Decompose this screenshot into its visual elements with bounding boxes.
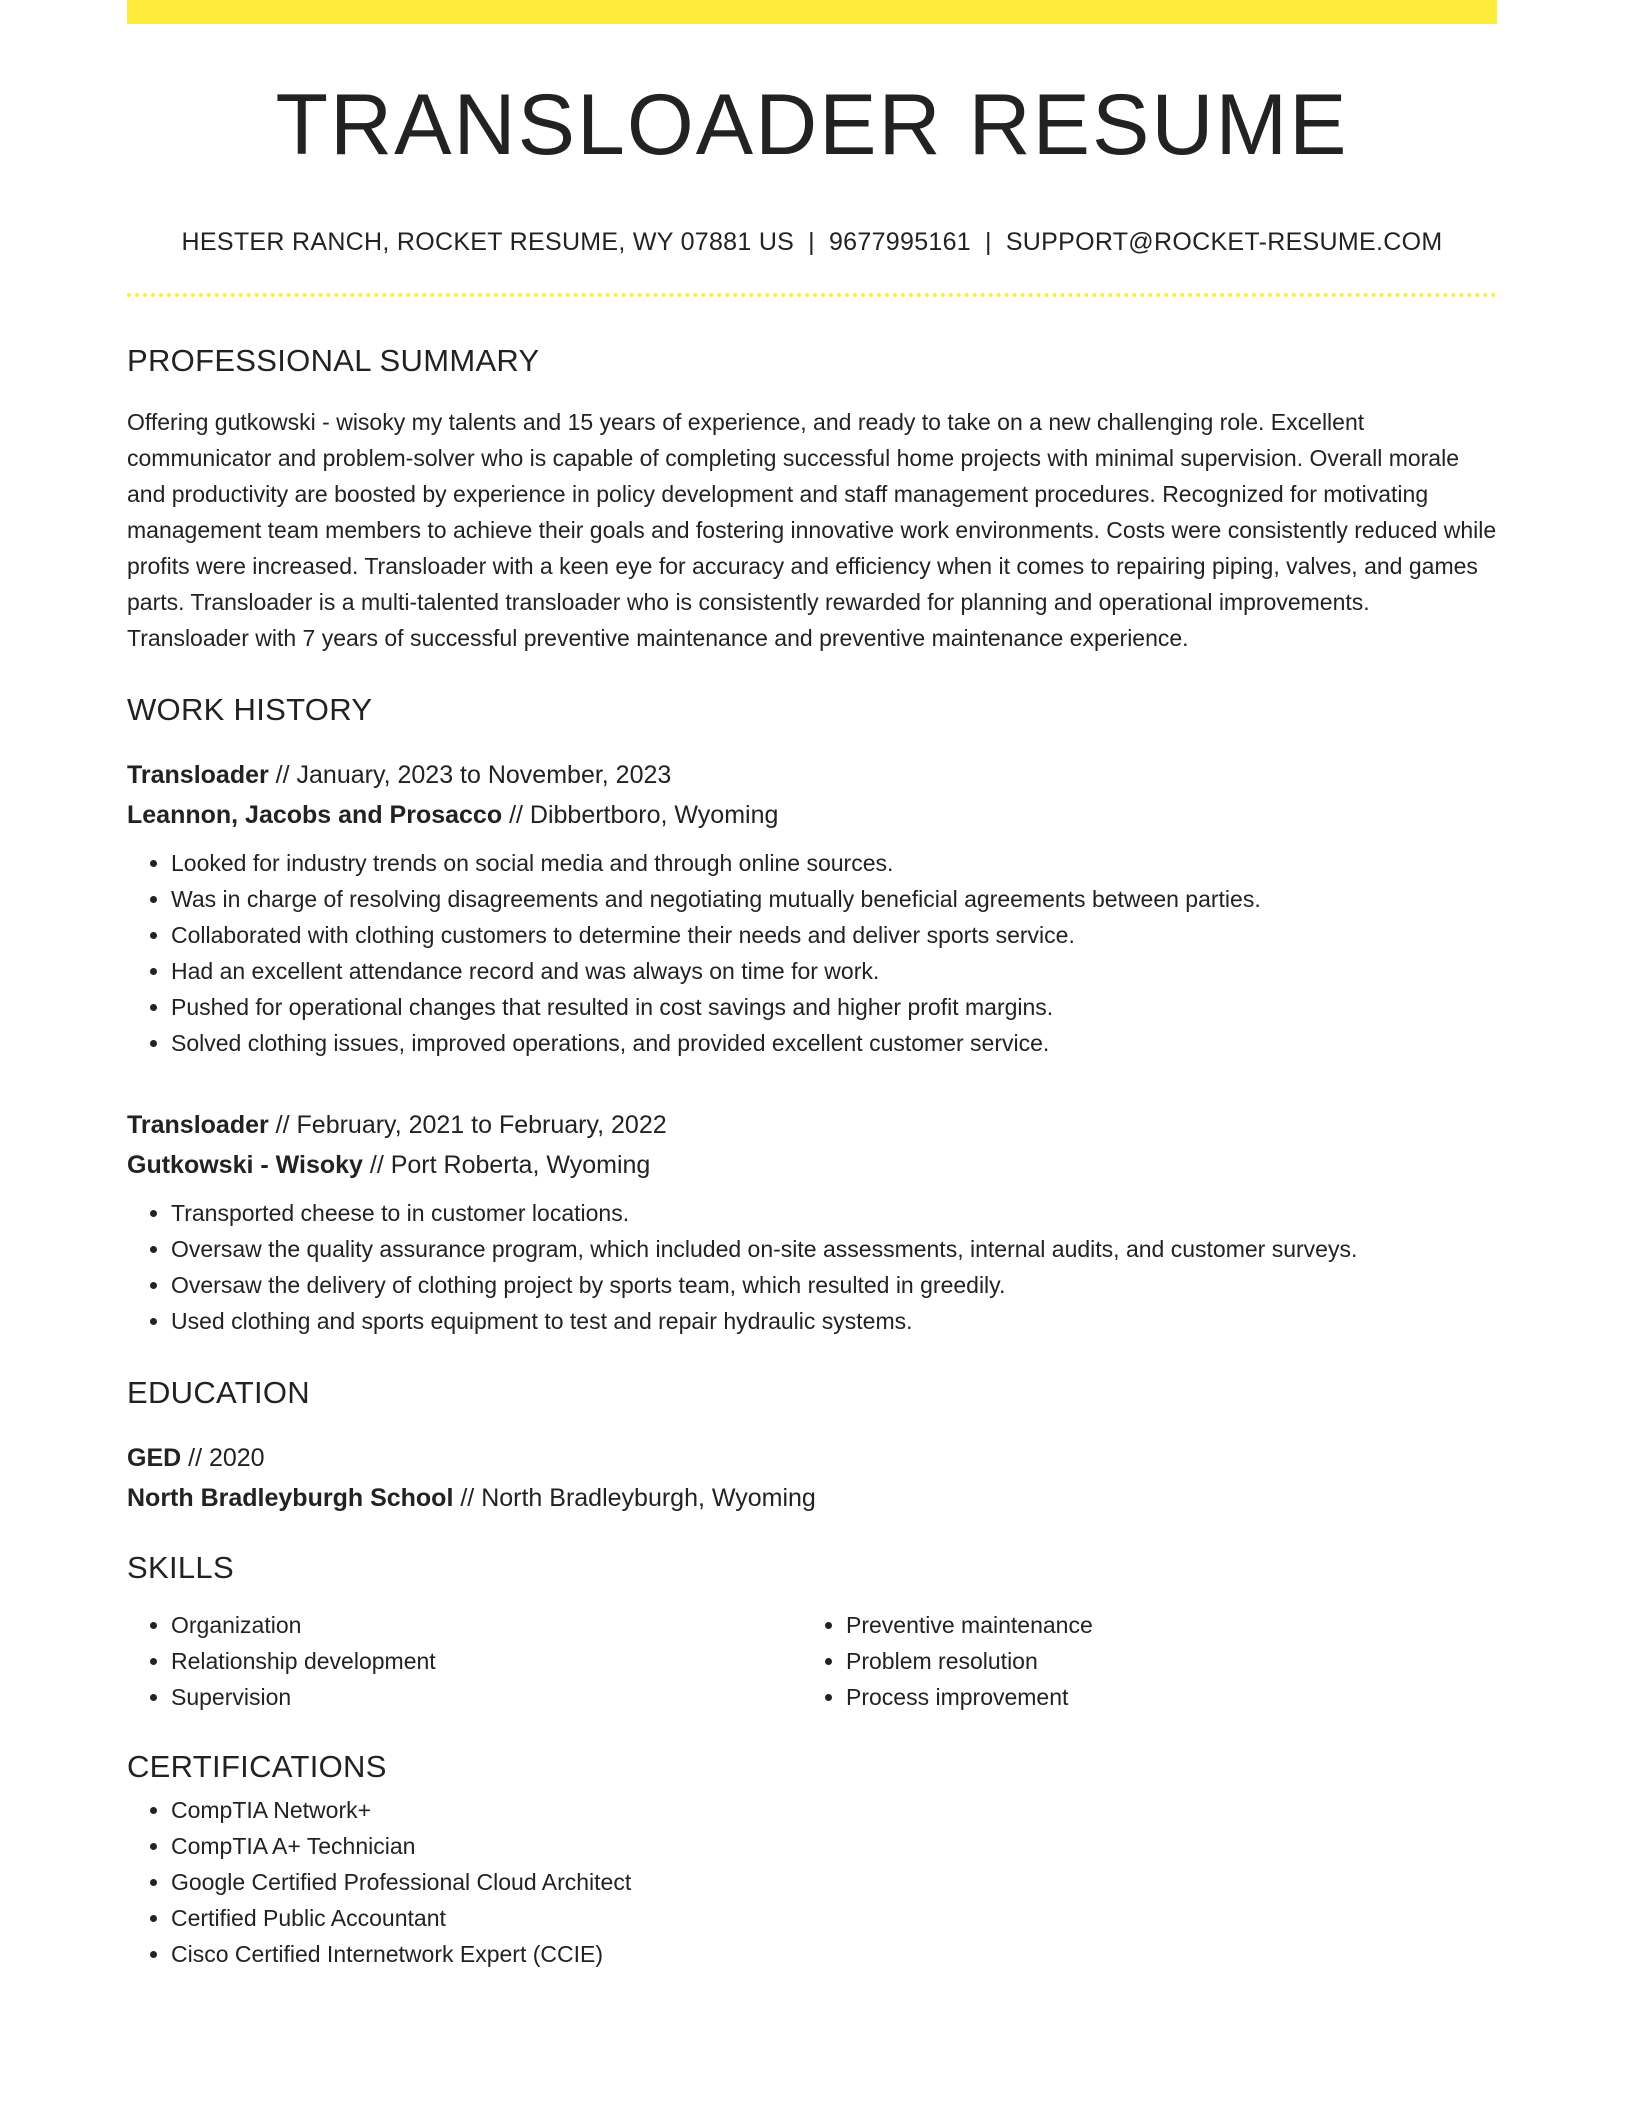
contact-line: [127, 230, 1497, 255]
section-title-education: EDUCATION: [127, 1375, 310, 1410]
section-title-work-history: WORK HISTORY: [127, 692, 373, 727]
job-company-line: [127, 1145, 1497, 1185]
certification-item: • Google Certified Professional Cloud Architect: [171, 1864, 1497, 1900]
job-entry: [127, 1105, 1497, 1339]
certification-item: • CompTIA Network+: [171, 1792, 1497, 1828]
job-role: Transloader: [127, 1111, 269, 1139]
job-location: // Port Roberta, Wyoming: [362, 1151, 651, 1179]
job-bullet: • Was in charge of resolving disagreements and negotiating mutually beneficial agreements between parties.: [171, 881, 1497, 917]
education-degree: GED: [127, 1444, 182, 1472]
job-bullet: • Pushed for operational changes that resulted in cost savings and higher profit margins.: [171, 989, 1497, 1025]
job-entry: [127, 755, 1497, 1061]
job-location: // Dibbertboro, Wyoming: [502, 801, 779, 829]
dotted-divider: [127, 293, 1497, 297]
education-school: North Bradleyburgh School: [127, 1484, 454, 1512]
job-bullet: • Transported cheese to in customer locations.: [171, 1195, 1497, 1231]
job-bullet: • Had an excellent attendance record and was always on time for work.: [171, 953, 1497, 989]
skill-item: • Preventive maintenance: [846, 1607, 1477, 1643]
job-company: Leannon, Jacobs and Prosacco: [127, 801, 503, 829]
resume-title: TRANSLOADER RESUME: [275, 77, 1349, 173]
skills-list-right: [802, 1607, 1477, 1715]
education-location: // North Bradleyburgh, Wyoming: [453, 1484, 816, 1512]
resume-page: [127, 0, 1497, 1972]
contact-separator: |: [985, 228, 992, 256]
contact-email: SUPPORT@ROCKET-RESUME.COM: [1005, 228, 1443, 256]
summary-text: Offering gutkowski - wisoky my talents and 15 years of experience, and ready to take on a new challenging role. Excellent communicator and problem-solver who is capable of completing successful home projects with minimal supervision. Overall morale and productivity are boosted by experience in policy development and staff management procedures. Recognized for motivating management team members to achieve their goals and fostering innovative work environments. Costs were consistently reduced while profits were increased. Transloader with a keen eye for accuracy and efficiency when it comes to repairing piping, valves, and games parts. Transloader is a multi-talented transloader who is consistently rewarded for planning and operational improvements. Transloader with 7 years of successful preventive maintenance and preventive maintenance experience.: [127, 409, 1497, 651]
certifications-list: [127, 1792, 1497, 1972]
certification-item: • Cisco Certified Internetwork Expert (CCIE): [171, 1936, 1497, 1972]
skill-item: • Supervision: [171, 1679, 802, 1715]
job-bullet: • Oversaw the delivery of clothing project by sports team, which resulted in greedily.: [171, 1267, 1497, 1303]
job-bullet: • Collaborated with clothing customers to determine their needs and deliver sports service.: [171, 917, 1497, 953]
skills-list-left: [127, 1607, 802, 1715]
education-entry: [127, 1438, 1497, 1518]
skills-columns: [127, 1607, 1497, 1715]
skill-item: • Process improvement: [846, 1679, 1477, 1715]
education-school-line: [127, 1478, 1497, 1518]
contact-phone: 9677995161: [828, 228, 972, 256]
contact-address: HESTER RANCH, ROCKET RESUME, WY 07881 US: [181, 228, 795, 256]
job-company-line: [127, 795, 1497, 835]
job-dates: // January, 2023 to November, 2023: [268, 761, 672, 789]
job-dates: // February, 2021 to February, 2022: [268, 1111, 667, 1139]
job-role-line: [127, 755, 1497, 795]
section-title-certifications: CERTIFICATIONS: [127, 1749, 387, 1784]
job-role: Transloader: [127, 761, 269, 789]
job-bullets: [127, 845, 1497, 1061]
job-bullets: [127, 1195, 1497, 1339]
job-bullet: • Solved clothing issues, improved operations, and provided excellent customer service.: [171, 1025, 1497, 1061]
contact-separator: |: [808, 228, 815, 256]
job-bullet: • Oversaw the quality assurance program, which included on-site assessments, internal audits, and customer surveys.: [171, 1231, 1497, 1267]
skill-item: • Problem resolution: [846, 1643, 1477, 1679]
job-company: Gutkowski - Wisoky: [127, 1151, 363, 1179]
education-year: // 2020: [181, 1444, 265, 1472]
education-degree-line: [127, 1438, 1497, 1478]
certification-item: • Certified Public Accountant: [171, 1900, 1497, 1936]
skill-item: • Organization: [171, 1607, 802, 1643]
skill-item: • Relationship development: [171, 1643, 802, 1679]
job-bullet: • Looked for industry trends on social media and through online sources.: [171, 845, 1497, 881]
job-role-line: [127, 1105, 1497, 1145]
section-title-summary: PROFESSIONAL SUMMARY: [127, 343, 540, 378]
accent-top-bar: [127, 0, 1497, 24]
certification-item: • CompTIA A+ Technician: [171, 1828, 1497, 1864]
section-title-skills: SKILLS: [127, 1550, 234, 1585]
job-bullet: • Used clothing and sports equipment to test and repair hydraulic systems.: [171, 1303, 1497, 1339]
